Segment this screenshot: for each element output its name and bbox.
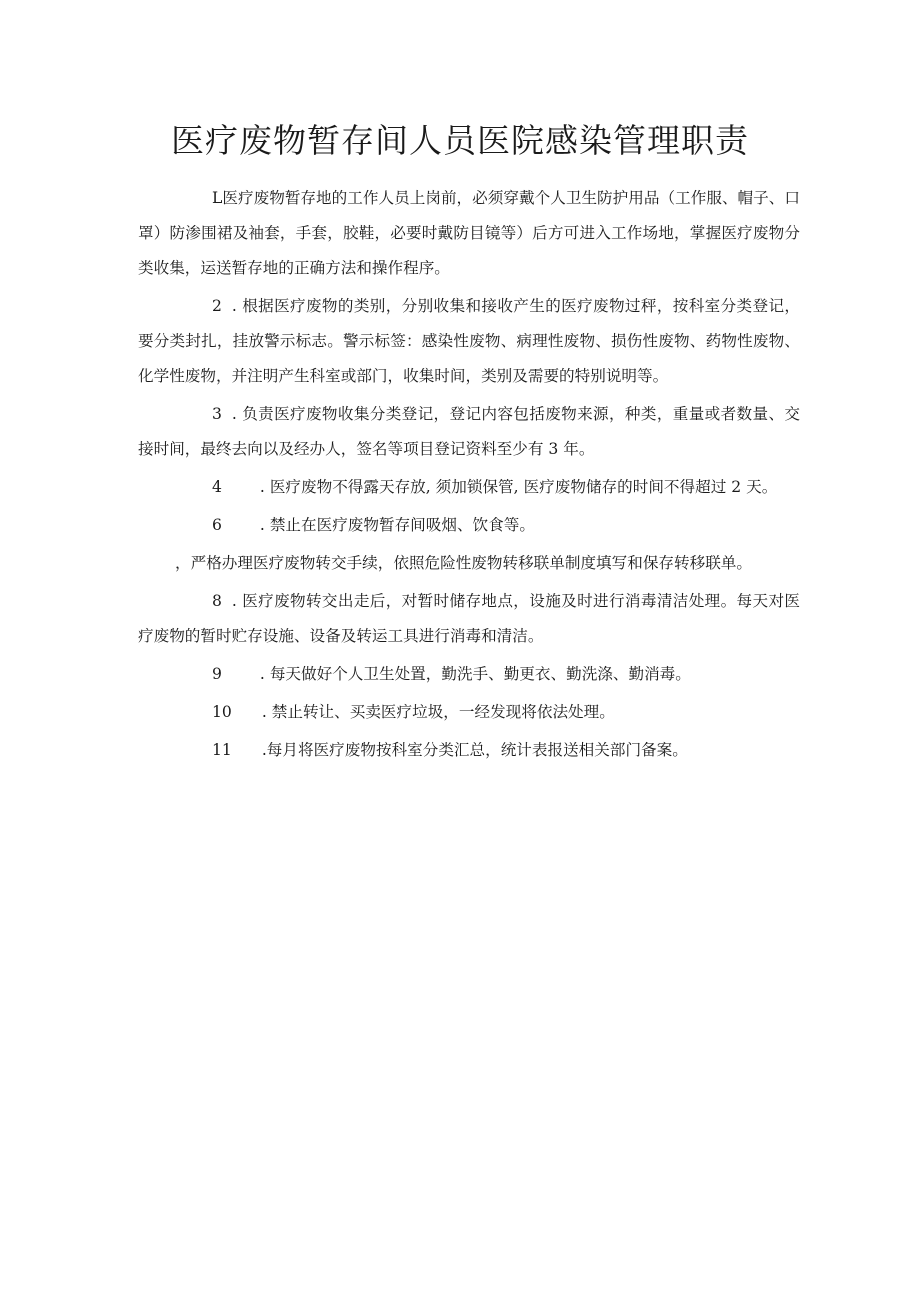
item-number: 10 xyxy=(212,703,232,721)
item-number: 6 xyxy=(212,516,222,534)
item-text: . 禁止在医疗废物暂存间吸烟、饮食等。 xyxy=(259,516,535,534)
page-title: 医疗废物暂存间人员医院感染管理职责 xyxy=(171,121,749,160)
item-number: 8 xyxy=(212,592,222,610)
list-item xyxy=(138,508,800,543)
list-item xyxy=(138,546,800,581)
list-item xyxy=(138,289,800,394)
item-text: . 禁止转让、买卖医疗垃圾，一经发现将依法处理。 xyxy=(261,703,615,721)
item-text: ，严格办理医疗废物转交手续，依照危险性废物转移联单制度填写和保存转移联单。 xyxy=(175,554,752,572)
item-text: . 医疗废物不得露天存放, 须加锁保管, 医疗废物储存的时间不得超过 2 天。 xyxy=(259,478,778,496)
item-text: .每月将医疗废物按科室分类汇总，统计表报送相关部门备案。 xyxy=(261,741,688,759)
item-text: . 负责医疗废物收集分类登记，登记内容包括废物来源，种类，重量或者数量、交接时间，最终去向以及经办人，签名等项目登记资料至少有 3 年。 xyxy=(138,405,800,458)
item-number: 9 xyxy=(212,665,222,683)
item-number: 4 xyxy=(212,478,222,496)
list-item xyxy=(138,584,800,654)
list-item xyxy=(138,470,800,505)
item-text: . 医疗废物转交出走后，对暂时储存地点，设施及时进行消毒清洁处理。每天对医疗废物的暂时贮存设施、设备及转运工具进行消毒和清洁。 xyxy=(138,592,800,645)
item-number: L xyxy=(212,189,223,207)
list-item xyxy=(138,181,800,286)
list-item xyxy=(138,657,800,692)
item-text: . 根据医疗废物的类别，分别收集和接收产生的医疗废物过秤，按科室分类登记，要分类封扎，挂放警示标志。警示标签：感染性废物、病理性废物、损伤性废物、药物性废物、化学性废物，并注明产生科室或部门，收集时间，类别及需要的特别说明等。 xyxy=(138,297,800,385)
item-text: 医疗废物暂存地的工作人员上岗前，必须穿戴个人卫生防护用品（工作服、帽子、口罩）防渗围裙及袖套，手套，胶鞋，必要时戴防目镜等）后方可进入工作场地，掌握医疗废物分类收集，运送暂存地的正确方法和操作程序。 xyxy=(138,189,800,277)
list-item xyxy=(138,733,800,768)
item-number: 11 xyxy=(212,741,232,759)
item-number: 2 xyxy=(212,297,222,315)
list-item xyxy=(138,695,800,730)
item-number: 3 xyxy=(212,405,222,423)
document-body xyxy=(138,181,800,768)
list-item xyxy=(138,397,800,467)
item-text: . 每天做好个人卫生处置，勤洗手、勤更衣、勤洗涤、勤消毒。 xyxy=(259,665,691,683)
